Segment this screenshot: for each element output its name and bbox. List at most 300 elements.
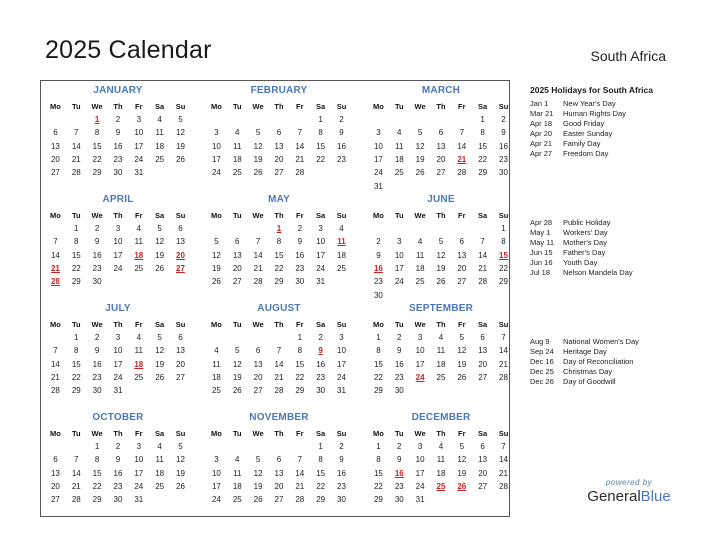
weekday-label: Fr xyxy=(296,429,304,438)
day-cell: 24 xyxy=(134,481,144,491)
weekday-header xyxy=(368,211,514,220)
day-cell: 5 xyxy=(438,237,444,247)
holiday-item xyxy=(530,258,700,268)
weekday-header xyxy=(45,102,191,111)
day-cell: 19 xyxy=(457,359,467,369)
day-cell: 19 xyxy=(232,372,242,382)
day-cell: 12 xyxy=(155,346,165,356)
day-cell: 17 xyxy=(373,154,383,164)
week-row xyxy=(206,264,352,273)
day-cell: 14 xyxy=(457,141,467,151)
day-cell: 2 xyxy=(397,333,402,342)
day-cell: 25 xyxy=(337,263,346,273)
week-row xyxy=(45,346,191,355)
holiday-day-cell: 1 xyxy=(276,224,282,233)
day-cell: 9 xyxy=(297,237,303,247)
day-cell: 25 xyxy=(232,495,242,505)
day-cell: 16 xyxy=(316,359,326,369)
weekday-label: Sa xyxy=(155,320,165,329)
weekday-header xyxy=(368,102,514,111)
day-cell: 6 xyxy=(235,237,240,247)
empty-day-cell xyxy=(128,386,149,395)
day-cell: 26 xyxy=(457,372,467,382)
day-cell: 10 xyxy=(113,237,123,247)
week-row xyxy=(368,495,514,504)
day-cell: 8 xyxy=(276,237,282,247)
weekday-label: Tu xyxy=(394,211,404,220)
day-cell: 5 xyxy=(459,333,465,342)
empty-day-cell xyxy=(472,386,493,395)
weekday-label: Th xyxy=(113,211,123,220)
day-cell: 5 xyxy=(417,128,423,138)
empty-day-cell xyxy=(431,495,452,504)
day-cell: 19 xyxy=(155,250,165,260)
day-cell: 19 xyxy=(253,154,263,164)
weekday-label: Mo xyxy=(211,211,222,220)
day-cell: 3 xyxy=(115,224,121,233)
weekday-label: We xyxy=(91,102,103,111)
day-cell: 30 xyxy=(113,168,123,178)
holiday-day-cell: 16 xyxy=(373,263,383,273)
day-cell: 26 xyxy=(415,168,425,178)
day-cell: 13 xyxy=(50,141,60,151)
day-cell: 14 xyxy=(499,455,508,465)
day-cell: 26 xyxy=(155,372,165,382)
day-cell: 23 xyxy=(295,263,305,273)
empty-day-cell xyxy=(170,495,191,504)
day-cell: 30 xyxy=(92,386,102,396)
day-cell: 24 xyxy=(415,481,425,491)
weekday-label: We xyxy=(414,320,426,329)
day-cell: 13 xyxy=(457,250,467,260)
day-cell: 31 xyxy=(134,168,144,178)
holiday-day-cell: 11 xyxy=(337,237,346,247)
weekday-label: Sa xyxy=(316,320,326,329)
holiday-date: Jul 18 xyxy=(530,268,551,277)
day-cell: 1 xyxy=(297,333,303,342)
week-row xyxy=(45,115,191,124)
day-cell: 23 xyxy=(113,481,123,491)
day-cell: 6 xyxy=(178,224,183,233)
weekday-label: Fr xyxy=(135,429,143,438)
holiday-item xyxy=(530,377,700,387)
day-cell: 12 xyxy=(253,468,263,478)
day-cell: 2 xyxy=(115,115,121,124)
day-cell: 6 xyxy=(53,128,58,138)
day-cell: 30 xyxy=(295,277,305,287)
week-row xyxy=(45,469,191,478)
day-cell: 12 xyxy=(436,250,446,260)
empty-day-cell xyxy=(493,386,514,395)
day-cell: 11 xyxy=(134,346,143,356)
empty-day-cell xyxy=(472,291,493,300)
day-cell: 22 xyxy=(499,263,508,273)
holiday-name: Public Holiday xyxy=(563,218,611,227)
week-row xyxy=(45,482,191,491)
day-cell: 4 xyxy=(339,224,344,233)
week-row xyxy=(206,224,352,233)
empty-day-cell xyxy=(431,386,452,395)
day-cell: 13 xyxy=(436,141,446,151)
month-name: MARCH xyxy=(421,85,461,96)
day-cell: 1 xyxy=(74,333,79,342)
day-cell: 15 xyxy=(295,359,305,369)
day-cell: 28 xyxy=(253,277,263,287)
day-cell: 27 xyxy=(50,168,60,178)
day-cell: 31 xyxy=(415,495,425,505)
week-row xyxy=(45,360,191,369)
day-cell: 14 xyxy=(50,359,60,369)
day-cell: 22 xyxy=(316,481,326,491)
day-cell: 8 xyxy=(297,346,303,356)
day-cell: 3 xyxy=(376,128,381,138)
day-cell: 16 xyxy=(295,250,305,260)
day-cell: 31 xyxy=(134,495,144,505)
day-cell: 25 xyxy=(134,372,144,382)
day-cell: 7 xyxy=(53,237,58,247)
day-cell: 2 xyxy=(297,224,303,233)
day-cell: 9 xyxy=(397,346,402,356)
day-cell: 3 xyxy=(136,442,142,451)
day-cell: 21 xyxy=(295,154,305,164)
day-cell: 13 xyxy=(274,141,284,151)
day-cell: 14 xyxy=(50,250,60,260)
week-row xyxy=(368,128,514,137)
empty-day-cell xyxy=(45,115,66,124)
day-cell: 8 xyxy=(480,128,485,138)
empty-day-cell xyxy=(431,224,452,233)
day-cell: 26 xyxy=(253,168,263,178)
holiday-date: Apr 20 xyxy=(530,129,553,138)
weekday-label: We xyxy=(252,320,264,329)
day-cell: 23 xyxy=(337,154,346,164)
empty-day-cell xyxy=(410,386,431,395)
day-cell: 14 xyxy=(274,359,284,369)
holiday-item xyxy=(530,268,700,278)
day-cell: 14 xyxy=(71,468,81,478)
holiday-name: National Women's Day xyxy=(563,337,639,346)
day-cell: 15 xyxy=(373,359,383,369)
weekday-label: Mo xyxy=(50,320,61,329)
month-name: JUNE xyxy=(427,194,455,205)
month-name: JULY xyxy=(105,303,131,314)
week-row xyxy=(45,168,191,177)
day-cell: 20 xyxy=(50,154,60,164)
weekday-label: Mo xyxy=(211,429,222,438)
day-cell: 7 xyxy=(53,346,58,356)
week-row xyxy=(368,333,514,342)
day-cell: 12 xyxy=(176,128,185,138)
day-cell: 17 xyxy=(415,468,425,478)
empty-day-cell xyxy=(66,442,87,451)
day-cell: 17 xyxy=(113,359,123,369)
day-cell: 28 xyxy=(71,495,81,505)
holiday-name: Heritage Day xyxy=(563,347,607,356)
empty-day-cell xyxy=(431,115,452,124)
day-cell: 7 xyxy=(276,346,282,356)
day-cell: 26 xyxy=(436,277,446,287)
day-cell: 1 xyxy=(318,115,323,124)
month-name: APRIL xyxy=(102,194,134,205)
day-cell: 24 xyxy=(211,168,221,178)
holiday-day-cell: 20 xyxy=(176,250,185,260)
brand-logo[interactable] xyxy=(584,478,674,505)
empty-day-cell xyxy=(472,182,493,191)
day-cell: 11 xyxy=(155,128,164,138)
day-cell: 14 xyxy=(295,468,305,478)
holiday-date: Mar 21 xyxy=(530,109,554,118)
empty-day-cell xyxy=(45,224,66,233)
day-cell: 3 xyxy=(339,333,344,342)
day-cell: 8 xyxy=(318,455,323,465)
day-cell: 22 xyxy=(71,372,81,382)
day-cell: 9 xyxy=(94,346,100,356)
day-cell: 26 xyxy=(176,154,185,164)
weekday-header xyxy=(45,211,191,220)
week-row xyxy=(45,155,191,164)
day-cell: 17 xyxy=(415,359,425,369)
day-cell: 8 xyxy=(74,346,79,356)
day-cell: 20 xyxy=(274,481,284,491)
weekday-label: Mo xyxy=(373,429,384,438)
day-cell: 6 xyxy=(276,455,282,465)
day-cell: 30 xyxy=(499,168,508,178)
day-cell: 16 xyxy=(394,359,404,369)
day-cell: 13 xyxy=(478,346,488,356)
day-cell: 29 xyxy=(92,168,102,178)
week-row xyxy=(206,346,352,355)
day-cell: 11 xyxy=(436,455,446,465)
day-cell: 7 xyxy=(297,455,303,465)
holiday-name: Good Friday xyxy=(563,119,605,128)
day-cell: 25 xyxy=(211,386,221,396)
week-row xyxy=(206,155,352,164)
week-row xyxy=(368,386,514,395)
day-cell: 5 xyxy=(255,455,261,465)
day-cell: 19 xyxy=(176,141,185,151)
empty-day-cell xyxy=(451,495,472,504)
day-cell: 2 xyxy=(115,442,121,451)
day-cell: 25 xyxy=(155,154,165,164)
day-cell: 27 xyxy=(274,168,284,178)
empty-day-cell xyxy=(108,277,129,286)
day-cell: 20 xyxy=(436,154,446,164)
day-cell: 1 xyxy=(318,442,323,451)
day-cell: 24 xyxy=(337,372,346,382)
empty-day-cell xyxy=(206,224,227,233)
day-cell: 9 xyxy=(94,237,100,247)
holiday-day-cell: 25 xyxy=(436,481,446,491)
day-cell: 24 xyxy=(113,263,123,273)
weekday-label: Mo xyxy=(373,211,384,220)
week-row xyxy=(45,224,191,233)
day-cell: 16 xyxy=(113,468,123,478)
empty-day-cell xyxy=(269,333,290,342)
day-cell: 11 xyxy=(155,455,164,465)
holiday-date: Apr 21 xyxy=(530,139,553,148)
weekday-label: Tu xyxy=(71,320,81,329)
day-cell: 17 xyxy=(211,154,221,164)
day-cell: 21 xyxy=(253,263,263,273)
day-cell: 22 xyxy=(316,154,326,164)
day-cell: 12 xyxy=(457,346,467,356)
holiday-item xyxy=(530,337,700,347)
week-row xyxy=(45,495,191,504)
holiday-date: Dec 26 xyxy=(530,377,554,386)
day-cell: 19 xyxy=(457,468,467,478)
day-cell: 4 xyxy=(157,115,162,124)
day-cell: 23 xyxy=(92,372,102,382)
day-cell: 6 xyxy=(480,333,485,342)
day-cell: 23 xyxy=(113,154,123,164)
weekday-label: Th xyxy=(274,429,284,438)
week-row xyxy=(368,264,514,273)
weekday-label: Tu xyxy=(394,102,404,111)
empty-day-cell xyxy=(310,168,331,177)
weekday-label: We xyxy=(91,429,103,438)
day-cell: 24 xyxy=(113,372,123,382)
day-cell: 10 xyxy=(211,468,221,478)
day-cell: 4 xyxy=(157,442,162,451)
empty-day-cell xyxy=(410,291,431,300)
day-cell: 26 xyxy=(253,495,263,505)
holiday-day-cell: 16 xyxy=(394,468,404,478)
empty-day-cell xyxy=(227,115,248,124)
day-cell: 4 xyxy=(235,455,240,465)
weekday-label: Fr xyxy=(135,102,143,111)
weekday-label: Su xyxy=(498,320,509,329)
holiday-day-cell: 15 xyxy=(499,250,508,260)
empty-day-cell xyxy=(227,442,248,451)
day-cell: 28 xyxy=(295,168,305,178)
day-cell: 17 xyxy=(113,250,123,260)
month-name: SEPTEMBER xyxy=(408,303,474,314)
day-cell: 21 xyxy=(295,481,305,491)
day-cell: 7 xyxy=(459,128,465,138)
holiday-date: May 11 xyxy=(530,238,555,247)
holiday-date: Jan 1 xyxy=(530,99,549,108)
day-cell: 3 xyxy=(115,333,121,342)
day-cell: 29 xyxy=(274,277,284,287)
day-cell: 16 xyxy=(337,468,346,478)
weekday-label: Sa xyxy=(478,429,488,438)
month-name: AUGUST xyxy=(257,303,301,314)
day-cell: 27 xyxy=(478,372,488,382)
day-cell: 23 xyxy=(373,277,383,287)
day-cell: 4 xyxy=(397,128,402,138)
day-cell: 21 xyxy=(499,359,508,369)
weekday-label: Mo xyxy=(211,102,222,111)
day-cell: 20 xyxy=(457,263,467,273)
day-cell: 24 xyxy=(134,154,144,164)
week-row xyxy=(368,442,514,451)
day-cell: 2 xyxy=(339,442,344,451)
day-cell: 28 xyxy=(457,168,467,178)
day-cell: 23 xyxy=(499,154,508,164)
day-cell: 20 xyxy=(274,154,284,164)
holiday-item xyxy=(530,109,700,119)
day-cell: 3 xyxy=(417,333,423,342)
weekday-label: Sa xyxy=(316,211,326,220)
day-cell: 7 xyxy=(74,455,79,465)
weekday-label: Su xyxy=(498,429,509,438)
day-cell: 6 xyxy=(459,237,465,247)
week-row xyxy=(368,291,514,300)
day-cell: 15 xyxy=(71,359,81,369)
day-cell: 29 xyxy=(92,495,102,505)
day-cell: 18 xyxy=(337,250,346,260)
day-cell: 10 xyxy=(316,237,326,247)
empty-day-cell xyxy=(45,442,66,451)
week-row xyxy=(206,482,352,491)
brand-name xyxy=(584,488,674,505)
empty-day-cell xyxy=(149,386,170,395)
weekday-label: Su xyxy=(336,429,347,438)
day-cell: 10 xyxy=(211,141,221,151)
day-cell: 18 xyxy=(211,372,221,382)
week-row xyxy=(45,386,191,395)
holiday-date: Apr 28 xyxy=(530,218,553,227)
weekday-label: We xyxy=(414,102,426,111)
weekday-label: Tu xyxy=(232,320,242,329)
holiday-item xyxy=(530,99,700,109)
empty-day-cell xyxy=(248,333,269,342)
day-cell: 18 xyxy=(155,141,165,151)
day-cell: 6 xyxy=(255,346,261,356)
empty-day-cell xyxy=(170,277,191,286)
holiday-name: Workers' Day xyxy=(563,228,608,237)
week-row xyxy=(368,277,514,286)
holiday-day-cell: 24 xyxy=(415,372,425,382)
week-row xyxy=(368,155,514,164)
weekday-label: Fr xyxy=(458,211,466,220)
day-cell: 8 xyxy=(376,346,381,356)
day-cell: 17 xyxy=(316,250,326,260)
day-cell: 29 xyxy=(316,495,326,505)
day-cell: 22 xyxy=(92,481,102,491)
day-cell: 28 xyxy=(499,481,508,491)
day-cell: 25 xyxy=(155,481,165,491)
day-cell: 13 xyxy=(253,359,263,369)
holiday-date: Apr 27 xyxy=(530,149,553,158)
holiday-day-cell: 1 xyxy=(94,115,100,124)
week-row xyxy=(45,142,191,151)
weekday-label: Su xyxy=(175,429,186,438)
weekday-label: Tu xyxy=(232,211,242,220)
empty-day-cell xyxy=(368,115,389,124)
day-cell: 10 xyxy=(134,455,144,465)
empty-day-cell xyxy=(170,168,191,177)
day-cell: 3 xyxy=(214,455,219,465)
day-cell: 18 xyxy=(415,263,425,273)
weekday-label: We xyxy=(252,211,264,220)
brand-powered-by: powered by xyxy=(605,478,653,487)
weekday-label: Fr xyxy=(296,320,304,329)
day-cell: 27 xyxy=(232,277,242,287)
weekday-label: Sa xyxy=(478,102,488,111)
day-cell: 16 xyxy=(92,250,102,260)
day-cell: 17 xyxy=(337,359,346,369)
day-cell: 8 xyxy=(94,455,100,465)
day-cell: 9 xyxy=(339,455,344,465)
empty-day-cell xyxy=(472,495,493,504)
day-cell: 6 xyxy=(53,455,58,465)
holiday-date: Apr 18 xyxy=(530,119,553,128)
day-cell: 2 xyxy=(318,333,323,342)
empty-day-cell xyxy=(431,291,452,300)
empty-day-cell xyxy=(472,224,493,233)
weekday-label: Sa xyxy=(155,102,165,111)
